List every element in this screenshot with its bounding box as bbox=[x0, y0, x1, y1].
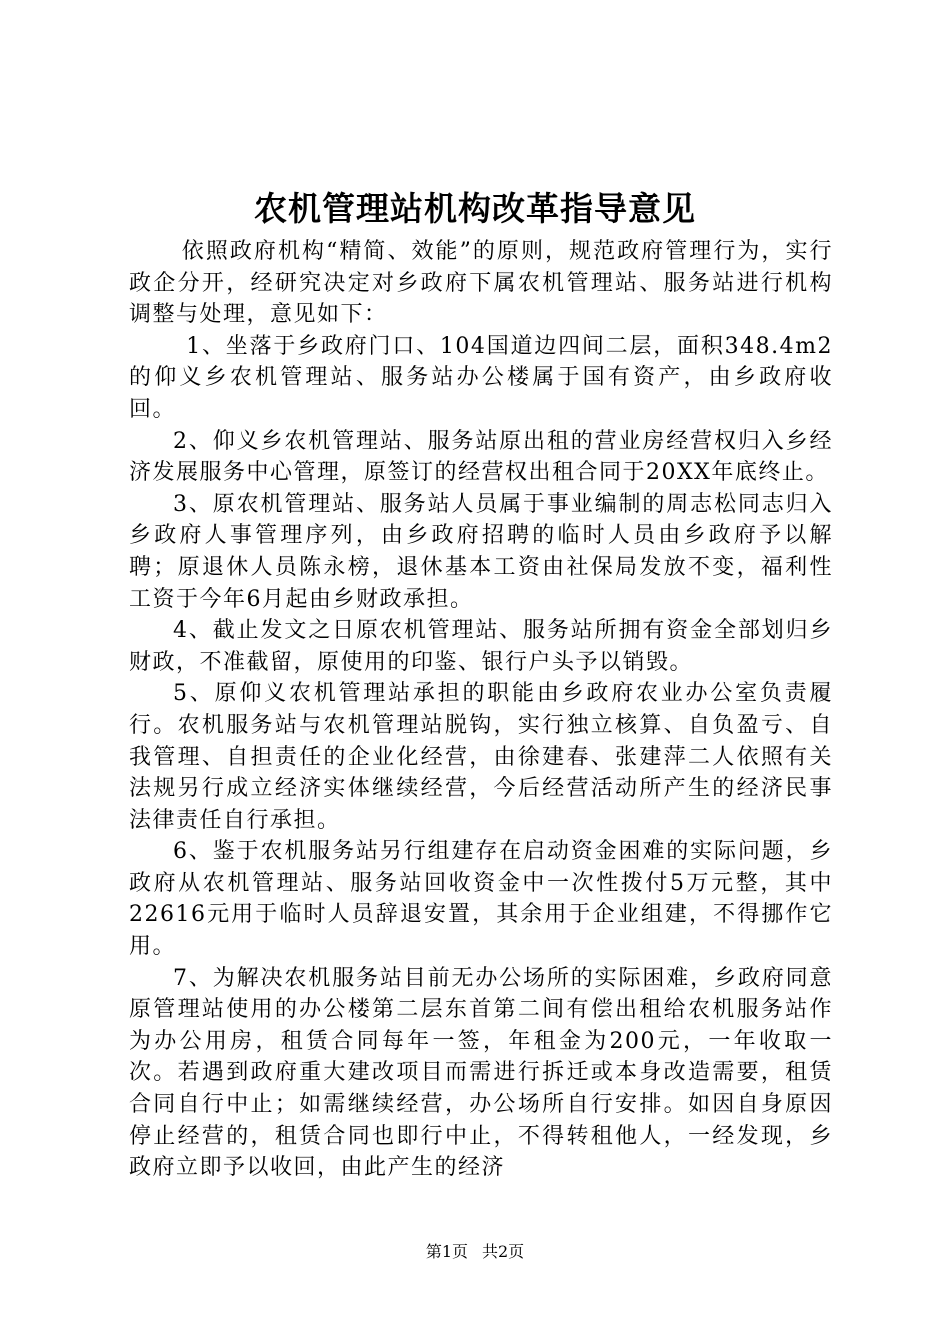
paragraph-item-6: 6、鉴于农机服务站另行组建存在启动资金困难的实际问题，乡政府从农机管理站、服务站回收资金中一次性拨付5万元整，其中22616元用于临时人员辞退安置，其余用于企业组建，不得挪作它用。 bbox=[129, 839, 833, 960]
page-total: 共2页 bbox=[482, 1242, 525, 1261]
page-footer bbox=[0, 1240, 950, 1264]
paragraph-item-2: 2、仰义乡农机管理站、服务站原出租的营业房经营权归入乡经济发展服务中心管理，原签订的经营权出租合同于20XX年底终止。 bbox=[129, 428, 833, 486]
paragraph-item-3: 3、原农机管理站、服务站人员属于事业编制的周志松同志归入乡政府人事管理序列，由乡政府招聘的临时人员由乡政府予以解聘；原退休人员陈永榜，退休基本工资由社保局发放不变，福利性工资于今年6月起由乡财政承担。 bbox=[129, 491, 833, 612]
page-number: 第1页 bbox=[425, 1242, 468, 1261]
paragraph-item-5: 5、原仰义农机管理站承担的职能由乡政府农业办公室负责履行。农机服务站与农机管理站脱钩，实行独立核算、自负盈亏、自我管理、自担责任的企业化经营，由徐建春、张建萍二人依照有关法规另行成立经济实体继续经营，今后经营活动所产生的经济民事法律责任自行承担。 bbox=[129, 681, 833, 833]
paragraph-item-4: 4、截止发文之日原农机管理站、服务站所拥有资金全部划归乡财政，不准截留，原使用的印鉴、银行户头予以销毁。 bbox=[129, 618, 833, 675]
paragraph-intro: 依照政府机构“精简、效能”的原则，规范政府管理行为，实行政企分开，经研究决定对乡政府下属农机管理站、服务站进行机构调整与处理，意见如下： bbox=[129, 239, 833, 328]
document-body bbox=[129, 236, 833, 1184]
paragraph-item-7: 7、为解决农机服务站目前无办公场所的实际困难，乡政府同意原管理站使用的办公楼第二层东首第二间有偿出租给农机服务站作为办公用房，租赁合同每年一签，年租金为200元，一年收取一次。若遇到政府重大建改项目而需进行拆迁或本身改造需要，租赁合同自行中止；如需继续经营，办公场所自行安排。如因自身原因停止经营的，租赁合同也即行中止，不得转租他人，一经发现，乡政府立即予以收回，由此产生的经济 bbox=[129, 965, 833, 1181]
paragraph-item-1: 1、坐落于乡政府门口、104国道边四间二层，面积348.4m2的仰义乡农机管理站、服务站办公楼属于国有资产，由乡政府收回。 bbox=[129, 333, 833, 422]
document-title: 农机管理站机构改革指导意见 bbox=[254, 189, 696, 228]
